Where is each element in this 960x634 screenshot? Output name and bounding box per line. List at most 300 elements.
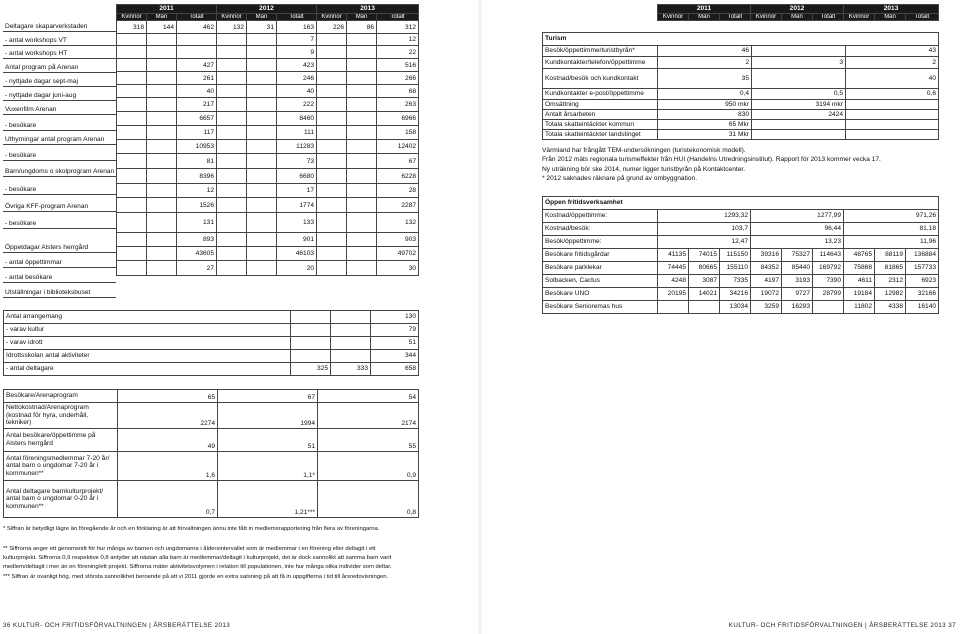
turism-label: Kostnad/besök och kundkontakt	[543, 69, 658, 89]
fritid-title: Öppen fritidsverksamhet	[543, 197, 939, 210]
arrangement-value: 333	[331, 363, 371, 376]
table-cell	[347, 169, 377, 184]
arrangement-label: - varav kultur	[4, 324, 291, 337]
key-figure-row	[4, 390, 419, 403]
turism-label: Totala skatteintäckter landstinget	[543, 130, 658, 140]
turism-row	[543, 69, 939, 89]
turism-value: 0,4	[658, 89, 752, 100]
footnote-4: medlem/deltagit i mer än en förening/ett projekt. Siffrorna mäter aktivitetsvolymen i relation till populationen, inte hur många olika individer som deltar.	[3, 564, 392, 570]
table-cell: 68	[377, 85, 419, 98]
turism-value: 31 Mkr	[658, 130, 752, 140]
turism-row	[543, 130, 939, 140]
table-row	[117, 46, 419, 59]
row-label: Uthyrningar antal program Arenan	[3, 135, 116, 145]
table-cell	[347, 126, 377, 140]
table-cell	[247, 247, 277, 261]
table-cell: 11283	[277, 140, 317, 154]
table-cell: 27	[177, 261, 217, 276]
table-cell: 30	[377, 261, 419, 276]
arrangement-value	[291, 324, 331, 337]
table-cell	[347, 261, 377, 276]
table-row	[117, 34, 419, 46]
fritid-detail-value	[813, 301, 844, 314]
subhead-cell: Män	[782, 13, 813, 21]
fritid-detail-row	[543, 275, 939, 288]
fritid-table	[542, 196, 939, 314]
table-cell	[317, 112, 347, 126]
turism-label: Antalt årsarbeten	[543, 110, 658, 120]
table-cell	[147, 112, 177, 126]
table-cell: 6680	[277, 169, 317, 184]
table-cell: 6966	[377, 112, 419, 126]
table-cell: 131	[177, 213, 217, 233]
arrangement-row	[4, 311, 419, 324]
key-figure-label: Nettokostnad/Arenaprogram (kostnad för hyra, underhåll, tekniker)	[4, 403, 118, 429]
table-cell: 893	[177, 233, 217, 247]
table-cell: 226	[317, 21, 347, 34]
table-row	[117, 140, 419, 154]
arrangement-label: Antal arrangemang	[4, 311, 291, 324]
fritid-detail-value: 114643	[813, 249, 844, 262]
row-label: Utställningar i biblioteksbuset	[3, 288, 116, 298]
row-label: - besökare	[3, 151, 116, 161]
turism-label: Kundkontakter/telefon/öppettimme	[543, 57, 658, 69]
right-subhead-row	[658, 13, 939, 21]
table-cell	[217, 261, 247, 276]
table-cell: 17	[277, 184, 317, 198]
year-2012-header: 2012	[217, 5, 317, 14]
arrangement-row	[4, 324, 419, 337]
row-label: Öppetdagar Alsters herrgård	[3, 243, 116, 253]
turism-note-3: Ny uträkning bör ske 2014, numer ligger turistbyrån på Kontaktcenter.	[542, 166, 746, 173]
table-cell	[317, 72, 347, 85]
fritid-summary-value: 1293,32	[658, 210, 751, 223]
turism-value: 0,6	[846, 89, 939, 100]
fritid-detail-value: 4197	[751, 275, 782, 288]
table-cell	[317, 140, 347, 154]
table-cell	[217, 184, 247, 198]
arrangement-value	[291, 337, 331, 350]
fritid-detail-value: 12982	[875, 288, 906, 301]
turism-value: 0,5	[752, 89, 846, 100]
table-cell	[347, 213, 377, 233]
table-cell	[117, 198, 147, 213]
table-cell	[217, 198, 247, 213]
fritid-detail-value: 48765	[844, 249, 875, 262]
table-cell	[217, 126, 247, 140]
arrangement-row	[4, 337, 419, 350]
table-cell: 10953	[177, 140, 217, 154]
table-cell: 903	[377, 233, 419, 247]
table-cell	[147, 169, 177, 184]
table-cell	[247, 98, 277, 112]
fritid-detail-value: 155110	[720, 262, 751, 275]
table-cell	[317, 59, 347, 72]
table-cell	[247, 140, 277, 154]
fritid-detail-value: 11802	[844, 301, 875, 314]
turism-row	[543, 57, 939, 69]
arrangement-value	[291, 311, 331, 324]
table-row	[117, 59, 419, 72]
key-figure-value: 1,6	[118, 452, 218, 481]
table-cell	[147, 46, 177, 59]
fritid-detail-value: 14021	[689, 288, 720, 301]
turism-value: 3194 mkr	[752, 100, 846, 110]
fritid-detail-label: Besökare UNO	[543, 288, 658, 301]
table-cell: 144	[147, 21, 177, 34]
fritid-detail-row	[543, 262, 939, 275]
row-label: - antal besökare	[3, 273, 116, 283]
table-cell	[247, 112, 277, 126]
footnote-5: *** Siffran är ovanligt hög, med största sannolikhet beroende på att vi 2011 gjorde en extra satsning på att få in uppgifterna i tid till årsredovisningen.	[3, 574, 389, 580]
turism-value: 40	[846, 69, 939, 89]
subhead-cell: Män	[347, 13, 377, 21]
row-label: Vuxenfilm Arenan	[3, 105, 116, 115]
table-cell: 40	[177, 85, 217, 98]
subhead-cell: Totalt	[177, 13, 217, 21]
table-cell	[147, 233, 177, 247]
table-row	[117, 112, 419, 126]
fritid-summary-value: 1277,99	[751, 210, 844, 223]
table-cell: 43605	[177, 247, 217, 261]
turism-note-2: Från 2012 mäts regionala turismeffekter från HUI (Handelns Utredningsinstitut). Rapport för 2013 kommer vecka 17.	[542, 156, 881, 163]
table-cell: 133	[277, 213, 317, 233]
arrangement-value: 658	[371, 363, 419, 376]
fritid-summary-label: Besök/öppettimme:	[543, 236, 658, 249]
table-cell	[217, 233, 247, 247]
table-cell: 22	[377, 46, 419, 59]
fritid-detail-row	[543, 249, 939, 262]
table-cell	[347, 247, 377, 261]
table-cell	[347, 98, 377, 112]
key-figure-label: Besökare/Arenaprogram	[4, 390, 118, 403]
fritid-detail-value: 81865	[875, 262, 906, 275]
table-row	[117, 233, 419, 247]
turism-note-1: Värmland har frångått TEM-undersökningen (turistekonomisk modell).	[542, 147, 746, 154]
subhead-cell: Män	[147, 13, 177, 21]
key-figure-label: Antal deltagare barnkulturprojekt/ antal barn o ungdomar 0-20 år i kommunen**	[4, 481, 118, 518]
subhead-cell: Totalt	[906, 13, 939, 21]
key-figure-value: 67	[218, 390, 318, 403]
subhead-cell: Män	[689, 13, 720, 21]
table-cell: 8396	[177, 169, 217, 184]
fritid-detail-value: 3087	[689, 275, 720, 288]
table-cell	[317, 126, 347, 140]
row-label: - nyttjade dagar sept-maj	[3, 77, 116, 87]
table-cell	[217, 213, 247, 233]
key-figure-label: Antal föreningsmedlemmar 7-20 år/ antal barn o ungdomar 7-20 år i kommunen**	[4, 452, 118, 481]
table-cell	[147, 261, 177, 276]
fritid-summary-value: 13,23	[751, 236, 844, 249]
table-cell	[247, 261, 277, 276]
table-cell: 423	[277, 59, 317, 72]
fritid-detail-row	[543, 288, 939, 301]
key-figure-value: 0,9	[318, 452, 419, 481]
subhead-cell: Kvinnor	[844, 13, 875, 21]
arrangement-value	[331, 311, 371, 324]
subhead-cell: Totalt	[277, 13, 317, 21]
subhead-cell: Totalt	[720, 13, 751, 21]
subhead-cell: Kvinnor	[658, 13, 689, 21]
fritid-detail-value: 39316	[751, 249, 782, 262]
table-cell	[317, 184, 347, 198]
arrangement-value	[331, 350, 371, 363]
row-label: Antal program på Arenan	[3, 63, 116, 73]
arrangement-value: 79	[371, 324, 419, 337]
table-cell	[147, 98, 177, 112]
table-cell: 901	[277, 233, 317, 247]
table-cell: 6657	[177, 112, 217, 126]
table-cell	[247, 233, 277, 247]
table-cell: 12402	[377, 140, 419, 154]
right-year-2011-header: 2011	[658, 5, 751, 14]
table-cell	[217, 72, 247, 85]
table-cell	[347, 140, 377, 154]
table-cell	[247, 59, 277, 72]
fritid-detail-value: 9727	[782, 288, 813, 301]
table-cell	[147, 198, 177, 213]
key-figure-label: Antal besökare/öppettimme på Alsters herrgård	[4, 429, 118, 452]
fritid-detail-value: 4248	[658, 275, 689, 288]
table-cell: 132	[377, 213, 419, 233]
turism-label: Omsättning	[543, 100, 658, 110]
fritid-detail-value: 34216	[720, 288, 751, 301]
right-year-2013-header: 2013	[844, 5, 939, 14]
arrangement-value: 130	[371, 311, 419, 324]
turism-row	[543, 110, 939, 120]
fritid-summary-row	[543, 210, 939, 223]
table-row	[117, 198, 419, 213]
table-cell: 46103	[277, 247, 317, 261]
table-cell	[347, 198, 377, 213]
turism-value	[752, 46, 846, 57]
subhead-row	[117, 13, 419, 21]
table-cell	[347, 154, 377, 169]
turism-row	[543, 120, 939, 130]
fritid-detail-value: 4611	[844, 275, 875, 288]
table-cell	[217, 169, 247, 184]
table-cell	[147, 184, 177, 198]
table-cell	[217, 112, 247, 126]
key-figure-row	[4, 481, 419, 518]
table-cell	[117, 169, 147, 184]
row-label: - antal workshops VT	[3, 36, 116, 46]
fritid-detail-value: 2312	[875, 275, 906, 288]
fritid-detail-value: 88119	[875, 249, 906, 262]
fritid-detail-value: 157733	[906, 262, 939, 275]
arrangement-value: 51	[371, 337, 419, 350]
fritid-detail-value: 75868	[844, 262, 875, 275]
table-row	[117, 85, 419, 98]
table-cell	[247, 34, 277, 46]
table-cell: 6228	[377, 169, 419, 184]
fritid-detail-value: 20195	[658, 288, 689, 301]
table-cell	[247, 169, 277, 184]
year-2011-header: 2011	[117, 5, 217, 14]
table-cell: 263	[377, 98, 419, 112]
table-cell	[347, 184, 377, 198]
turism-value: 830	[658, 110, 752, 120]
turism-value	[752, 120, 846, 130]
footnote-2: ** Siffrorna anger ett genomsnitt för hur många av barnen och ungdomarna i åldersintervallet som är medlemmar i en förening eller deltagit i ett	[3, 546, 376, 552]
subhead-cell: Kvinnor	[117, 13, 147, 21]
turism-value: 2424	[752, 110, 846, 120]
fritid-detail-value: 19072	[751, 288, 782, 301]
table-cell: 86	[347, 21, 377, 34]
table-cell: 67	[377, 154, 419, 169]
table-cell	[317, 98, 347, 112]
turism-value: 950 mkr	[658, 100, 752, 110]
right-page-footer: KULTUR- OCH FRITIDSFÖRVALTNINGEN | ÅRSBERÄTTELSE 2013 37	[728, 622, 956, 629]
table-cell	[347, 85, 377, 98]
turism-label: Kundkontakter e-post/öppettimme	[543, 89, 658, 100]
turism-value: 65 Mkr	[658, 120, 752, 130]
table-cell	[217, 247, 247, 261]
key-figure-row	[4, 452, 419, 481]
row-label: Barn/ungdoms o skolprogram Arenan	[5, 168, 115, 175]
table-cell	[217, 34, 247, 46]
turism-value: 35	[658, 69, 752, 89]
fritid-detail-value: 74445	[658, 262, 689, 275]
key-figure-value: 65	[118, 390, 218, 403]
table-cell	[317, 233, 347, 247]
table-cell	[217, 140, 247, 154]
arrangement-value	[331, 324, 371, 337]
footnote-1: * Siffran är betydligt lägre än föregående år och en förklaring är att förvaltningen ännu inte fått in medlemsrapportering från flera av föreningarna.	[3, 526, 380, 532]
table-cell	[347, 233, 377, 247]
turism-value	[846, 120, 939, 130]
key-figure-value: 2174	[318, 403, 419, 429]
turism-row	[543, 46, 939, 57]
right-year-2012-header: 2012	[751, 5, 844, 14]
table-cell	[347, 34, 377, 46]
table-cell	[147, 213, 177, 233]
table-cell	[217, 59, 247, 72]
fritid-detail-value: 32166	[906, 288, 939, 301]
table-cell: 312	[377, 21, 419, 34]
fritid-detail-value: 28799	[813, 288, 844, 301]
row-label: - besökare	[3, 185, 116, 195]
table-cell	[177, 46, 217, 59]
subhead-cell: Totalt	[813, 13, 844, 21]
fritid-detail-value: 4338	[875, 301, 906, 314]
table-cell: 318	[117, 21, 147, 34]
table-cell	[147, 126, 177, 140]
table-cell: 31	[247, 21, 277, 34]
turism-value: 3	[752, 57, 846, 69]
table-cell: 266	[377, 72, 419, 85]
arrangement-value: 325	[291, 363, 331, 376]
table-cell: 81	[177, 154, 217, 169]
table-cell	[347, 112, 377, 126]
table-cell: 49702	[377, 247, 419, 261]
fritid-detail-value: 16140	[906, 301, 939, 314]
turism-label: Totala skatteintäckter kommun	[543, 120, 658, 130]
key-figure-value: 49	[118, 429, 218, 452]
table-cell	[217, 98, 247, 112]
fritid-summary-value: 11,96	[844, 236, 939, 249]
fritid-detail-value: 74015	[689, 249, 720, 262]
fritid-detail-value: 75327	[782, 249, 813, 262]
table-cell: 2287	[377, 198, 419, 213]
table-cell: 12	[177, 184, 217, 198]
arrangement-label: Idrottsskolan antal aktiviteter	[4, 350, 291, 363]
table-cell	[317, 34, 347, 46]
fritid-summary-label: Kostnad/öppettimme:	[543, 210, 658, 223]
table-cell: 7	[277, 34, 317, 46]
table-cell	[317, 198, 347, 213]
key-figure-value: 1,21***	[218, 481, 318, 518]
table-cell: 246	[277, 72, 317, 85]
table-row	[117, 21, 419, 34]
fritid-detail-value: 84352	[751, 262, 782, 275]
fritid-detail-value: 7390	[813, 275, 844, 288]
table-cell: 163	[277, 21, 317, 34]
table-row	[117, 213, 419, 233]
table-cell	[247, 126, 277, 140]
turism-value	[752, 69, 846, 89]
key-figure-row	[4, 429, 419, 452]
fritid-detail-value: 13034	[720, 301, 751, 314]
table-cell	[247, 198, 277, 213]
fritid-summary-value: 12,47	[658, 236, 751, 249]
table-cell	[147, 140, 177, 154]
table-row	[117, 184, 419, 198]
key-figure-value: 2274	[118, 403, 218, 429]
table-cell: 8460	[277, 112, 317, 126]
fritid-detail-label: Solbacken, Cactus	[543, 275, 658, 288]
table-cell: 40	[277, 85, 317, 98]
turism-value: 46	[658, 46, 752, 57]
table-cell	[247, 184, 277, 198]
key-figure-value: 54	[318, 390, 419, 403]
table-cell: 158	[377, 126, 419, 140]
arrangements-table	[3, 310, 419, 376]
table-cell	[147, 59, 177, 72]
table-cell	[117, 59, 147, 72]
table-cell	[117, 46, 147, 59]
fritid-detail-value: 136884	[906, 249, 939, 262]
turism-value: 2	[846, 57, 939, 69]
turism-value	[846, 100, 939, 110]
table-cell: 73	[277, 154, 317, 169]
key-figure-value: 51	[218, 429, 318, 452]
table-row	[117, 154, 419, 169]
table-row	[117, 261, 419, 276]
turism-title-row	[543, 33, 939, 46]
arrangement-row	[4, 350, 419, 363]
key-figure-value: 55	[318, 429, 419, 452]
table-cell: 111	[277, 126, 317, 140]
fritid-detail-label: Besökare parklekar	[543, 262, 658, 275]
arrangement-value	[331, 337, 371, 350]
right-header-table	[657, 4, 939, 21]
fritid-title-row	[543, 197, 939, 210]
table-row	[117, 126, 419, 140]
turism-title: Turism	[543, 33, 939, 46]
table-cell	[177, 34, 217, 46]
fritid-summary-label: Kostnad/besök:	[543, 223, 658, 236]
fritid-detail-label: Besökare Senioremas hus	[543, 301, 658, 314]
key-figure-row	[4, 403, 419, 429]
table-cell	[347, 46, 377, 59]
table-cell	[117, 261, 147, 276]
right-page	[480, 0, 960, 634]
footnote-3: kulturprojekt. Siffrorna 0,9 respektive 0,8 antyder att nästan alla barn är medlemmar/deltagit i kulturprojekt, det är dock sannolikt att samma barn varit	[3, 555, 392, 561]
turism-value: 43	[846, 46, 939, 57]
table-cell	[317, 247, 347, 261]
table-cell: 28	[377, 184, 419, 198]
